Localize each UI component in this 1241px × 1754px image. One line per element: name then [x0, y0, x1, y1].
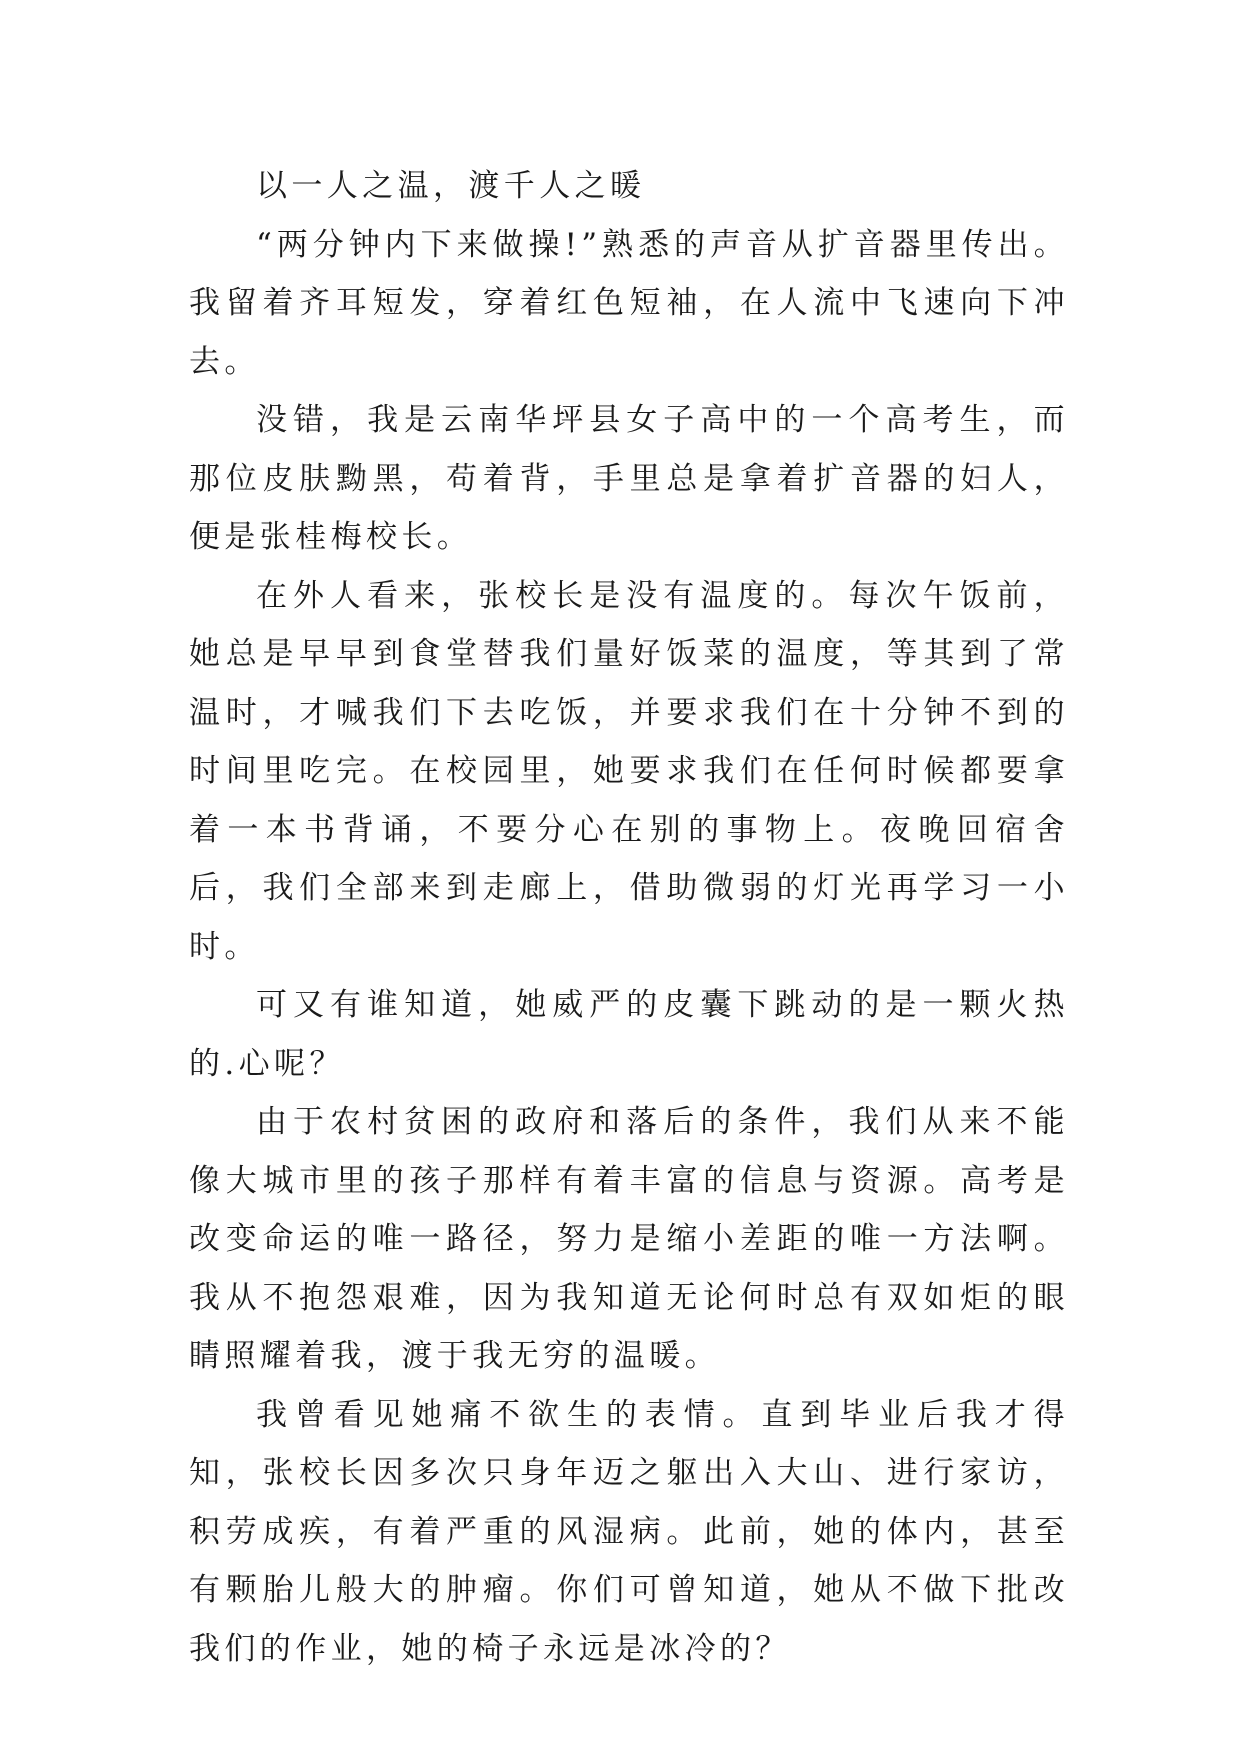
paragraph: 没错，我是云南华坪县女子高中的一个高考生，而那位皮肤黝黑，苟着背，手里总是拿着扩音器的妇人，便是张桂梅校长。	[189, 402, 1069, 555]
paragraph: 我曾看见她痛不欲生的表情。直到毕业后我才得知，张校长因多次只身年迈之躯出入大山、进行家访，积劳成疾，有着严重的风湿病。此前，她的体内，甚至有颗胎儿般大的肿瘤。你们可曾知道，她从不做下批改我们的作业，她的椅子永远是冰冷的？	[189, 1396, 1069, 1667]
document-body	[189, 157, 1069, 1678]
paragraph: 可又有谁知道，她威严的皮囊下跳动的是一颗火热的.心呢？	[189, 987, 1069, 1082]
paragraph: 由于农村贫困的政府和落后的条件，我们从来不能像大城市里的孩子那样有着丰富的信息与资源。高考是改变命运的唯一路径，努力是缩小差距的唯一方法啊。我从不抱怨艰难，因为我知道无论何时总有双如炬的眼睛照耀着我，渡于我无穷的温暖。	[189, 1104, 1069, 1374]
paragraph: 在外人看来，张校长是没有温度的。每次午饭前，她总是早早到食堂替我们量好饭菜的温度，等其到了常温时，才喊我们下去吃饭，并要求我们在十分钟不到的时间里吃完。在校园里，她要求我们在任何时候都要拿着一本书背诵，不要分心在别的事物上。夜晚回宿舍后，我们全部来到走廊上，借助微弱的灯光再学习一小时。	[189, 577, 1069, 965]
document-title: 以一人之温，渡千人之暖	[256, 168, 646, 204]
paragraph: “两分钟内下来做操!”熟悉的声音从扩音器里传出。我留着齐耳短发，穿着红色短袖，在人流中飞速向下冲去。	[189, 226, 1069, 380]
